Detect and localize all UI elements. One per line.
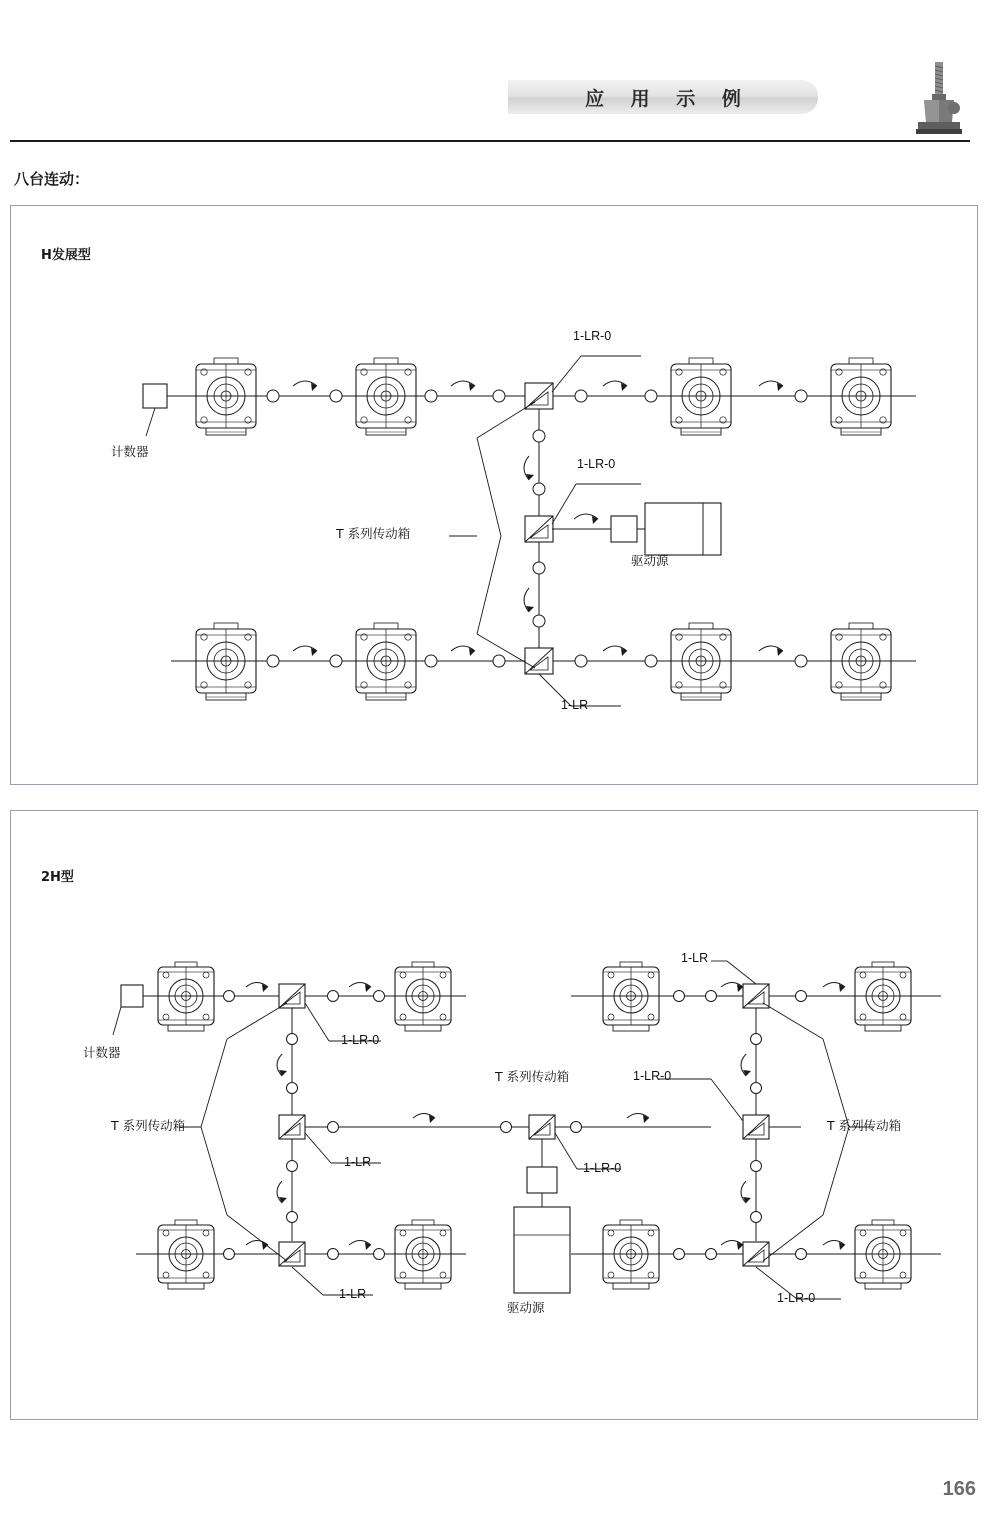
label-counter-h: 计数器 xyxy=(111,444,149,459)
header-title: 应 用 示 例 xyxy=(585,87,751,110)
panel-label-2h-type: 2H型 xyxy=(41,870,74,885)
label-t-series-h: T 系列传动箱 xyxy=(336,526,411,541)
label-node-center-2h: 1-LR-0 xyxy=(583,1161,622,1175)
diagram-panel-2h-type xyxy=(10,810,978,1420)
label-node-left-mid-2h: 1-LR xyxy=(344,1155,372,1169)
header-banner xyxy=(508,80,818,114)
label-node-right-top-2h: 1-LR xyxy=(681,951,709,965)
label-node-top-h: 1-LR-0 xyxy=(573,329,612,343)
label-drive-source-2h: 驱动源 xyxy=(507,1300,545,1315)
label-drive-source-h: 驱动源 xyxy=(631,553,669,568)
screw-jack-photo-icon xyxy=(908,60,970,140)
diagram-panel-h-type xyxy=(10,205,978,785)
label-node-left-top-2h: 1-LR-0 xyxy=(341,1033,380,1047)
panel-label-h-type: H发展型 xyxy=(41,248,91,263)
header-divider xyxy=(10,140,970,142)
page-title: 八台连动： xyxy=(14,170,90,188)
label-node-right-bottom-2h: 1-LR-0 xyxy=(777,1291,816,1305)
2h-type-diagram-svg xyxy=(11,811,977,1419)
label-t-series-right-2h: T 系列传动箱 xyxy=(827,1118,902,1133)
page-header xyxy=(0,0,990,150)
label-t-series-center-2h: T 系列传动箱 xyxy=(495,1069,570,1084)
label-node-left-bottom-2h: 1-LR xyxy=(339,1287,367,1301)
label-counter-2h: 计数器 xyxy=(83,1045,121,1060)
h-type-diagram-svg xyxy=(11,206,977,784)
label-node-bottom-h: 1-LR xyxy=(561,698,589,712)
page-number: 166 xyxy=(942,1478,976,1500)
label-t-series-left-2h: T 系列传动箱 xyxy=(111,1118,186,1133)
label-node-right-mid-2h: 1-LR-0 xyxy=(633,1069,672,1083)
label-node-mid-h: 1-LR-0 xyxy=(577,457,616,471)
